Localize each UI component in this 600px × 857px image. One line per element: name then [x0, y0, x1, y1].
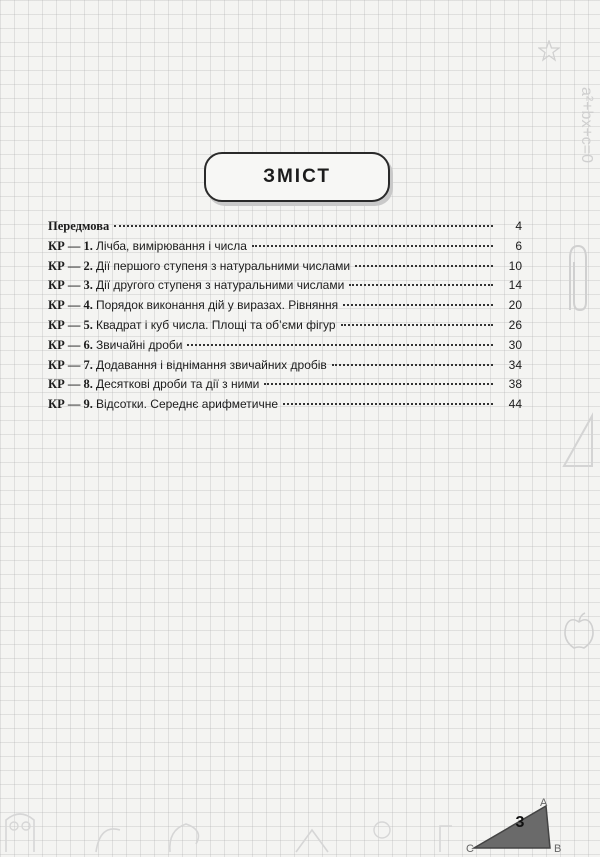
toc-row-label: КР — 1. — [48, 238, 93, 253]
toc-row-label: КР — 2. — [48, 258, 93, 273]
bottom-doodles — [0, 790, 460, 857]
toc-row[interactable] — [48, 336, 522, 356]
contents-title-box — [204, 152, 390, 202]
margin-formula-doodle — [560, 30, 600, 220]
dot-leader — [349, 283, 493, 286]
dot-leader — [187, 343, 493, 346]
toc-row-page: 38 — [508, 377, 522, 392]
toc-row-page: 34 — [508, 357, 522, 372]
toc-row-page: 4 — [515, 219, 522, 233]
toc-row[interactable] — [48, 257, 522, 277]
toc-row-title: Дії першого ступеня з натуральними числами — [95, 258, 351, 273]
toc-row-title: Порядок виконання дій у виразах. Рівняння — [95, 298, 339, 313]
toc-row-page: 20 — [508, 298, 522, 313]
apple-icon — [562, 612, 596, 652]
toc-row-title: Квадрат і куб числа. Площі та об’єми фігур — [95, 317, 336, 332]
toc-row-page: 6 — [515, 238, 522, 253]
dot-leader — [252, 244, 493, 247]
toc-row-label: КР — 7. — [48, 357, 93, 372]
toc-row-title: Лічба, вимірювання і числа — [95, 238, 247, 253]
dot-leader — [341, 323, 493, 326]
page-number: 3 — [515, 814, 525, 831]
dot-leader — [343, 303, 493, 306]
toc-row-page: 10 — [508, 258, 522, 273]
toc-row-label: КР — 8. — [48, 377, 93, 392]
toc-row-page: 30 — [508, 337, 522, 352]
toc-row-title: Додавання і віднімання звичайних дробів — [95, 357, 327, 372]
toc-row[interactable] — [48, 217, 522, 237]
toc-row-page: 14 — [508, 278, 522, 293]
paperclip-icon — [560, 240, 596, 320]
toc-row-label: КР — 9. — [48, 397, 93, 412]
toc-row-title: Дії другого ступеня з натуральними числами — [95, 278, 345, 293]
toc-row[interactable] — [48, 356, 522, 376]
dot-leader — [283, 402, 493, 405]
toc-row-label: Передмова — [48, 219, 110, 233]
dot-leader — [355, 264, 493, 267]
toc-row[interactable] — [48, 375, 522, 395]
toc-row-label: КР — 5. — [48, 317, 93, 332]
table-of-contents — [48, 217, 522, 415]
dot-leader — [332, 363, 493, 366]
margin-formula: a²+bx+c=0 — [578, 86, 595, 164]
toc-row[interactable] — [48, 237, 522, 257]
toc-row-label: КР — 4. — [48, 298, 93, 313]
toc-row-page: 44 — [508, 397, 522, 412]
toc-row[interactable] — [48, 316, 522, 336]
star-icon — [538, 40, 560, 62]
triangle-label-c: C — [466, 843, 474, 854]
toc-row-label: КР — 3. — [48, 278, 93, 293]
toc-row-title: Десяткові дроби та дії з ними — [95, 377, 260, 392]
toc-row[interactable] — [48, 395, 522, 415]
toc-row[interactable] — [48, 276, 522, 296]
toc-row[interactable] — [48, 296, 522, 316]
toc-row-title: Звичайні дроби — [95, 337, 183, 352]
triangle-label-a: A — [540, 797, 548, 809]
triangle-label-b: B — [554, 843, 562, 854]
toc-row-title: Відсотки. Середнє арифметичне — [95, 397, 278, 412]
dot-leader — [264, 382, 493, 385]
toc-row-label: КР — 6. — [48, 337, 93, 352]
triangle-ruler-icon — [560, 410, 596, 470]
dot-leader — [114, 224, 493, 227]
toc-row-page: 26 — [508, 317, 522, 332]
contents-title: ЗМІСТ — [263, 166, 331, 187]
